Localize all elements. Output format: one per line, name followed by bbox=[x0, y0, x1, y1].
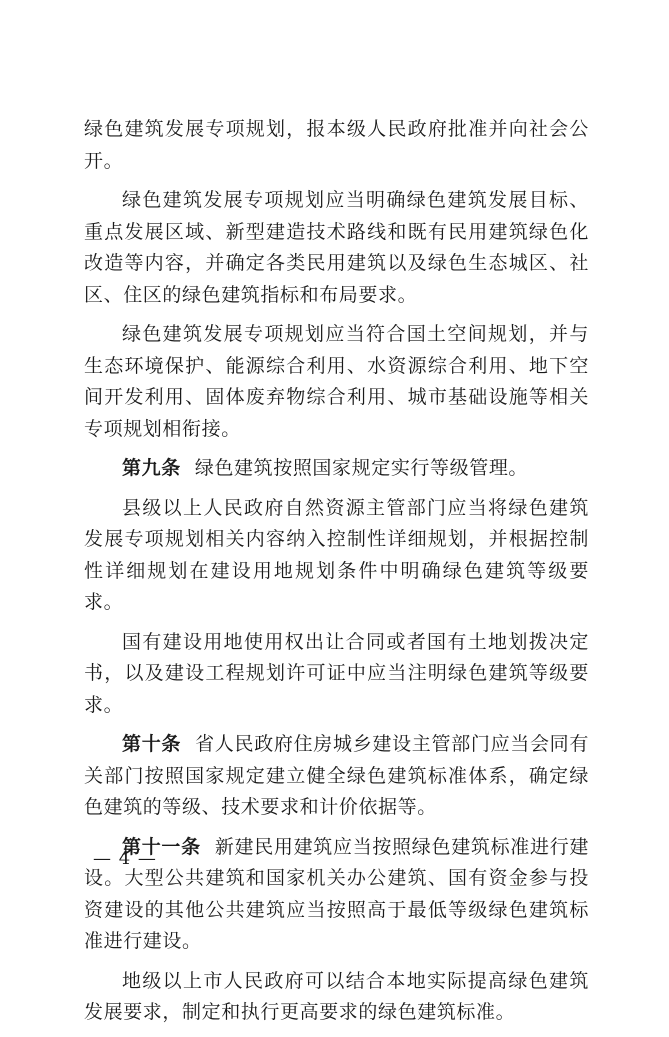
article-paragraph bbox=[84, 729, 589, 824]
paragraph bbox=[84, 493, 589, 619]
paragraph bbox=[84, 627, 589, 722]
paragraph-text: 绿色建筑发展专项规划，报本级人民政府批准并向社会公开。 bbox=[84, 118, 589, 172]
document-body bbox=[84, 114, 589, 1037]
paragraph-text: 绿色建筑发展专项规划应当符合国土空间规划，并与生态环境保护、能源综合利用、水资源综合利用、地下空间开发利用、固体废弃物综合利用、城市基础设施等相关专项规划相衔接。 bbox=[84, 323, 589, 440]
paragraph-text: 绿色建筑发展专项规划应当明确绿色建筑发展目标、重点发展区域、新型建造技术路线和既有民用建筑绿色化改造等内容，并确定各类民用建筑以及绿色生态城区、社区、住区的绿色建筑指标和布局要求。 bbox=[84, 189, 589, 306]
article-paragraph bbox=[84, 832, 589, 958]
article-number: 第十条 bbox=[122, 733, 182, 755]
paragraph bbox=[84, 319, 589, 445]
article-number: 第十一条 bbox=[122, 835, 201, 858]
paragraph bbox=[84, 966, 589, 1029]
article-number: 第九条 bbox=[122, 457, 181, 479]
paragraph-text: 国有建设用地使用权出让合同或者国有土地划拨决定书，以及建设工程规划许可证中应当注明绿色建筑等级要求。 bbox=[84, 630, 589, 716]
paragraph-text: 新建民用建筑应当按照绿色建筑标准进行建设。大型公共建筑和国家机关办公建筑、国有资金参与投资建设的其他公共建筑应当按照高于最低等级绿色建筑标准进行建设。 bbox=[84, 835, 590, 952]
article-paragraph bbox=[84, 453, 589, 485]
paragraph-text: 绿色建筑按照国家规定实行等级管理。 bbox=[194, 457, 529, 479]
paragraph bbox=[84, 114, 589, 177]
paragraph-text: 县级以上人民政府自然资源主管部门应当将绿色建筑发展专项规划相关内容纳入控制性详细规划，并根据控制性详细规划在建设用地规划条件中明确绿色建筑等级要求。 bbox=[84, 496, 589, 613]
paragraph-text: 省人民政府住房城乡建设主管部门应当会同有关部门按照国家规定建立健全绿色建筑标准体系，确定绿色建筑的等级、技术要求和计价依据等。 bbox=[84, 733, 589, 818]
paragraph-text: 地级以上市人民政府可以结合本地实际提高绿色建筑发展要求，制定和执行更高要求的绿色建筑标准。 bbox=[84, 969, 589, 1023]
paragraph bbox=[84, 185, 589, 311]
page-number: — 4 — bbox=[93, 848, 157, 869]
